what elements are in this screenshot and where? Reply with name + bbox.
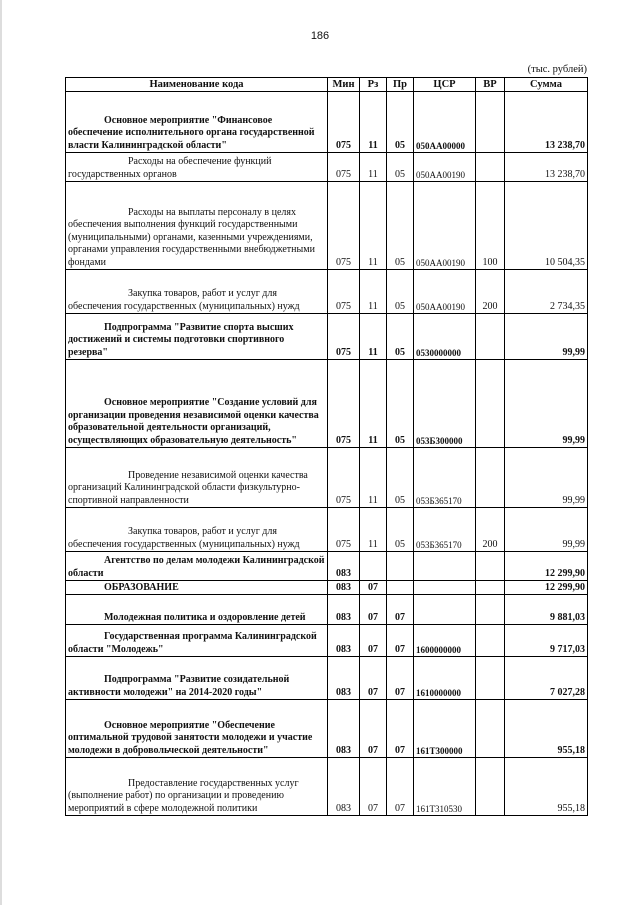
page-number: 186 xyxy=(310,30,330,42)
row-rz: 11 xyxy=(360,270,387,314)
table-row xyxy=(66,92,588,153)
row-min: 083 xyxy=(328,700,360,758)
table-row xyxy=(66,700,588,758)
units-label: (тыс. рублей) xyxy=(527,64,587,75)
row-csr: 053Б365170 xyxy=(414,508,476,552)
row-rz: 11 xyxy=(360,92,387,153)
row-vr xyxy=(476,153,505,182)
row-name: Предоставление государственных услуг (выполнение работ) по организации и проведению мероприятий в сфере молодежной политики xyxy=(66,758,328,816)
table-row xyxy=(66,508,588,552)
row-pr: 07 xyxy=(387,758,414,816)
row-rz: 07 xyxy=(360,700,387,758)
row-pr: 05 xyxy=(387,314,414,360)
row-vr: 200 xyxy=(476,270,505,314)
row-csr: 053Б365170 xyxy=(414,448,476,508)
row-min: 075 xyxy=(328,270,360,314)
row-pr: 07 xyxy=(387,625,414,657)
row-name: Основное мероприятие "Финансовое обеспечение исполнительного органа государственной власти Калининградской области" xyxy=(66,92,328,153)
table-row xyxy=(66,552,588,581)
header-csr: ЦСР xyxy=(414,78,476,92)
row-csr xyxy=(414,552,476,581)
row-rz: 07 xyxy=(360,595,387,625)
table-row xyxy=(66,448,588,508)
row-csr: 1600000000 xyxy=(414,625,476,657)
row-sum: 12 299,90 xyxy=(505,581,588,595)
table-row xyxy=(66,625,588,657)
row-name: Основное мероприятие "Обеспечение оптимальной трудовой занятости молодежи и участие молодежи в добровольческой деятельности" xyxy=(66,700,328,758)
row-rz: 07 xyxy=(360,625,387,657)
row-name: Закупка товаров, работ и услуг для обеспечения государственных (муниципальных) нужд xyxy=(66,270,328,314)
row-csr: 050АА00000 xyxy=(414,92,476,153)
row-sum: 13 238,70 xyxy=(505,153,588,182)
row-pr xyxy=(387,552,414,581)
row-csr xyxy=(414,595,476,625)
row-sum: 7 027,28 xyxy=(505,657,588,700)
budget-table xyxy=(65,77,588,816)
row-pr: 05 xyxy=(387,448,414,508)
row-rz: 11 xyxy=(360,448,387,508)
row-vr: 100 xyxy=(476,182,505,270)
row-vr xyxy=(476,552,505,581)
row-vr xyxy=(476,657,505,700)
row-min: 075 xyxy=(328,448,360,508)
row-pr: 05 xyxy=(387,270,414,314)
row-vr xyxy=(476,92,505,153)
row-pr: 07 xyxy=(387,595,414,625)
table-row xyxy=(66,270,588,314)
row-name: ОБРАЗОВАНИЕ xyxy=(66,581,328,595)
row-rz xyxy=(360,552,387,581)
row-min: 075 xyxy=(328,508,360,552)
row-vr xyxy=(476,448,505,508)
row-sum: 99,99 xyxy=(505,508,588,552)
row-sum: 955,18 xyxy=(505,758,588,816)
row-name: Расходы на обеспечение функций государственных органов xyxy=(66,153,328,182)
table-row xyxy=(66,314,588,360)
row-min: 083 xyxy=(328,581,360,595)
table-row xyxy=(66,758,588,816)
row-min: 075 xyxy=(328,92,360,153)
row-csr: 161Т300000 xyxy=(414,700,476,758)
row-vr xyxy=(476,758,505,816)
row-name: Молодежная политика и оздоровление детей xyxy=(66,595,328,625)
row-min: 083 xyxy=(328,625,360,657)
row-sum: 12 299,90 xyxy=(505,552,588,581)
row-name: Подпрограмма "Развитие спорта высших достижений и системы подготовки спортивного резерва" xyxy=(66,314,328,360)
row-rz: 11 xyxy=(360,360,387,448)
row-pr xyxy=(387,581,414,595)
row-rz: 07 xyxy=(360,758,387,816)
row-rz: 07 xyxy=(360,657,387,700)
row-min: 083 xyxy=(328,595,360,625)
row-sum: 955,18 xyxy=(505,700,588,758)
row-pr: 05 xyxy=(387,182,414,270)
row-vr xyxy=(476,595,505,625)
row-csr: 161Т310530 xyxy=(414,758,476,816)
table-row xyxy=(66,153,588,182)
row-sum: 99,99 xyxy=(505,360,588,448)
row-vr xyxy=(476,360,505,448)
row-sum: 9 881,03 xyxy=(505,595,588,625)
row-vr xyxy=(476,700,505,758)
row-vr xyxy=(476,581,505,595)
header-min: Мин xyxy=(328,78,360,92)
row-pr: 07 xyxy=(387,700,414,758)
table-row xyxy=(66,657,588,700)
row-min: 075 xyxy=(328,182,360,270)
row-vr: 200 xyxy=(476,508,505,552)
row-rz: 11 xyxy=(360,182,387,270)
row-rz: 11 xyxy=(360,508,387,552)
row-csr: 1610000000 xyxy=(414,657,476,700)
row-name: Расходы на выплаты персоналу в целях обеспечения выполнения функций государственными (муниципальными) органами, казенными учреждениями, органами управления государственными внебюджетными фондами xyxy=(66,182,328,270)
header-sum: Сумма xyxy=(505,78,588,92)
row-vr xyxy=(476,625,505,657)
table-row xyxy=(66,360,588,448)
row-csr: 050АА00190 xyxy=(414,270,476,314)
row-min: 075 xyxy=(328,314,360,360)
table-row xyxy=(66,182,588,270)
row-pr: 05 xyxy=(387,508,414,552)
row-sum: 13 238,70 xyxy=(505,92,588,153)
row-pr: 05 xyxy=(387,153,414,182)
row-rz: 07 xyxy=(360,581,387,595)
row-csr xyxy=(414,581,476,595)
row-sum: 9 717,03 xyxy=(505,625,588,657)
row-csr: 053Б300000 xyxy=(414,360,476,448)
row-sum: 10 504,35 xyxy=(505,182,588,270)
row-rz: 11 xyxy=(360,153,387,182)
row-sum: 99,99 xyxy=(505,448,588,508)
row-pr: 05 xyxy=(387,360,414,448)
scan-edge xyxy=(0,0,2,905)
row-csr: 050АА00190 xyxy=(414,182,476,270)
row-min: 075 xyxy=(328,153,360,182)
row-name: Агентство по делам молодежи Калининградской области xyxy=(66,552,328,581)
table-row xyxy=(66,581,588,595)
row-vr xyxy=(476,314,505,360)
header-rz: Рз xyxy=(360,78,387,92)
row-pr: 05 xyxy=(387,92,414,153)
table-header xyxy=(66,78,588,92)
row-name: Основное мероприятие "Создание условий для организации проведения независимой оценки качества образовательной деятельности организаций, осуществляющих образовательную деятельность" xyxy=(66,360,328,448)
row-name: Закупка товаров, работ и услуг для обеспечения государственных (муниципальных) нужд xyxy=(66,508,328,552)
row-pr: 07 xyxy=(387,657,414,700)
row-name: Государственная программа Калининградской области "Молодежь" xyxy=(66,625,328,657)
row-min: 075 xyxy=(328,360,360,448)
row-sum: 2 734,35 xyxy=(505,270,588,314)
header-vr: ВР xyxy=(476,78,505,92)
row-name: Подпрограмма "Развитие созидательной активности молодежи" на 2014-2020 годы" xyxy=(66,657,328,700)
row-csr: 050АА00190 xyxy=(414,153,476,182)
row-csr: 0530000000 xyxy=(414,314,476,360)
table-row xyxy=(66,595,588,625)
row-sum: 99,99 xyxy=(505,314,588,360)
row-name: Проведение независимой оценки качества организаций Калининградской области физкультурно-спортивной направленности xyxy=(66,448,328,508)
row-min: 083 xyxy=(328,552,360,581)
row-min: 083 xyxy=(328,657,360,700)
row-rz: 11 xyxy=(360,314,387,360)
row-min: 083 xyxy=(328,758,360,816)
header-name: Наименование кода xyxy=(66,78,328,92)
header-pr: Пр xyxy=(387,78,414,92)
